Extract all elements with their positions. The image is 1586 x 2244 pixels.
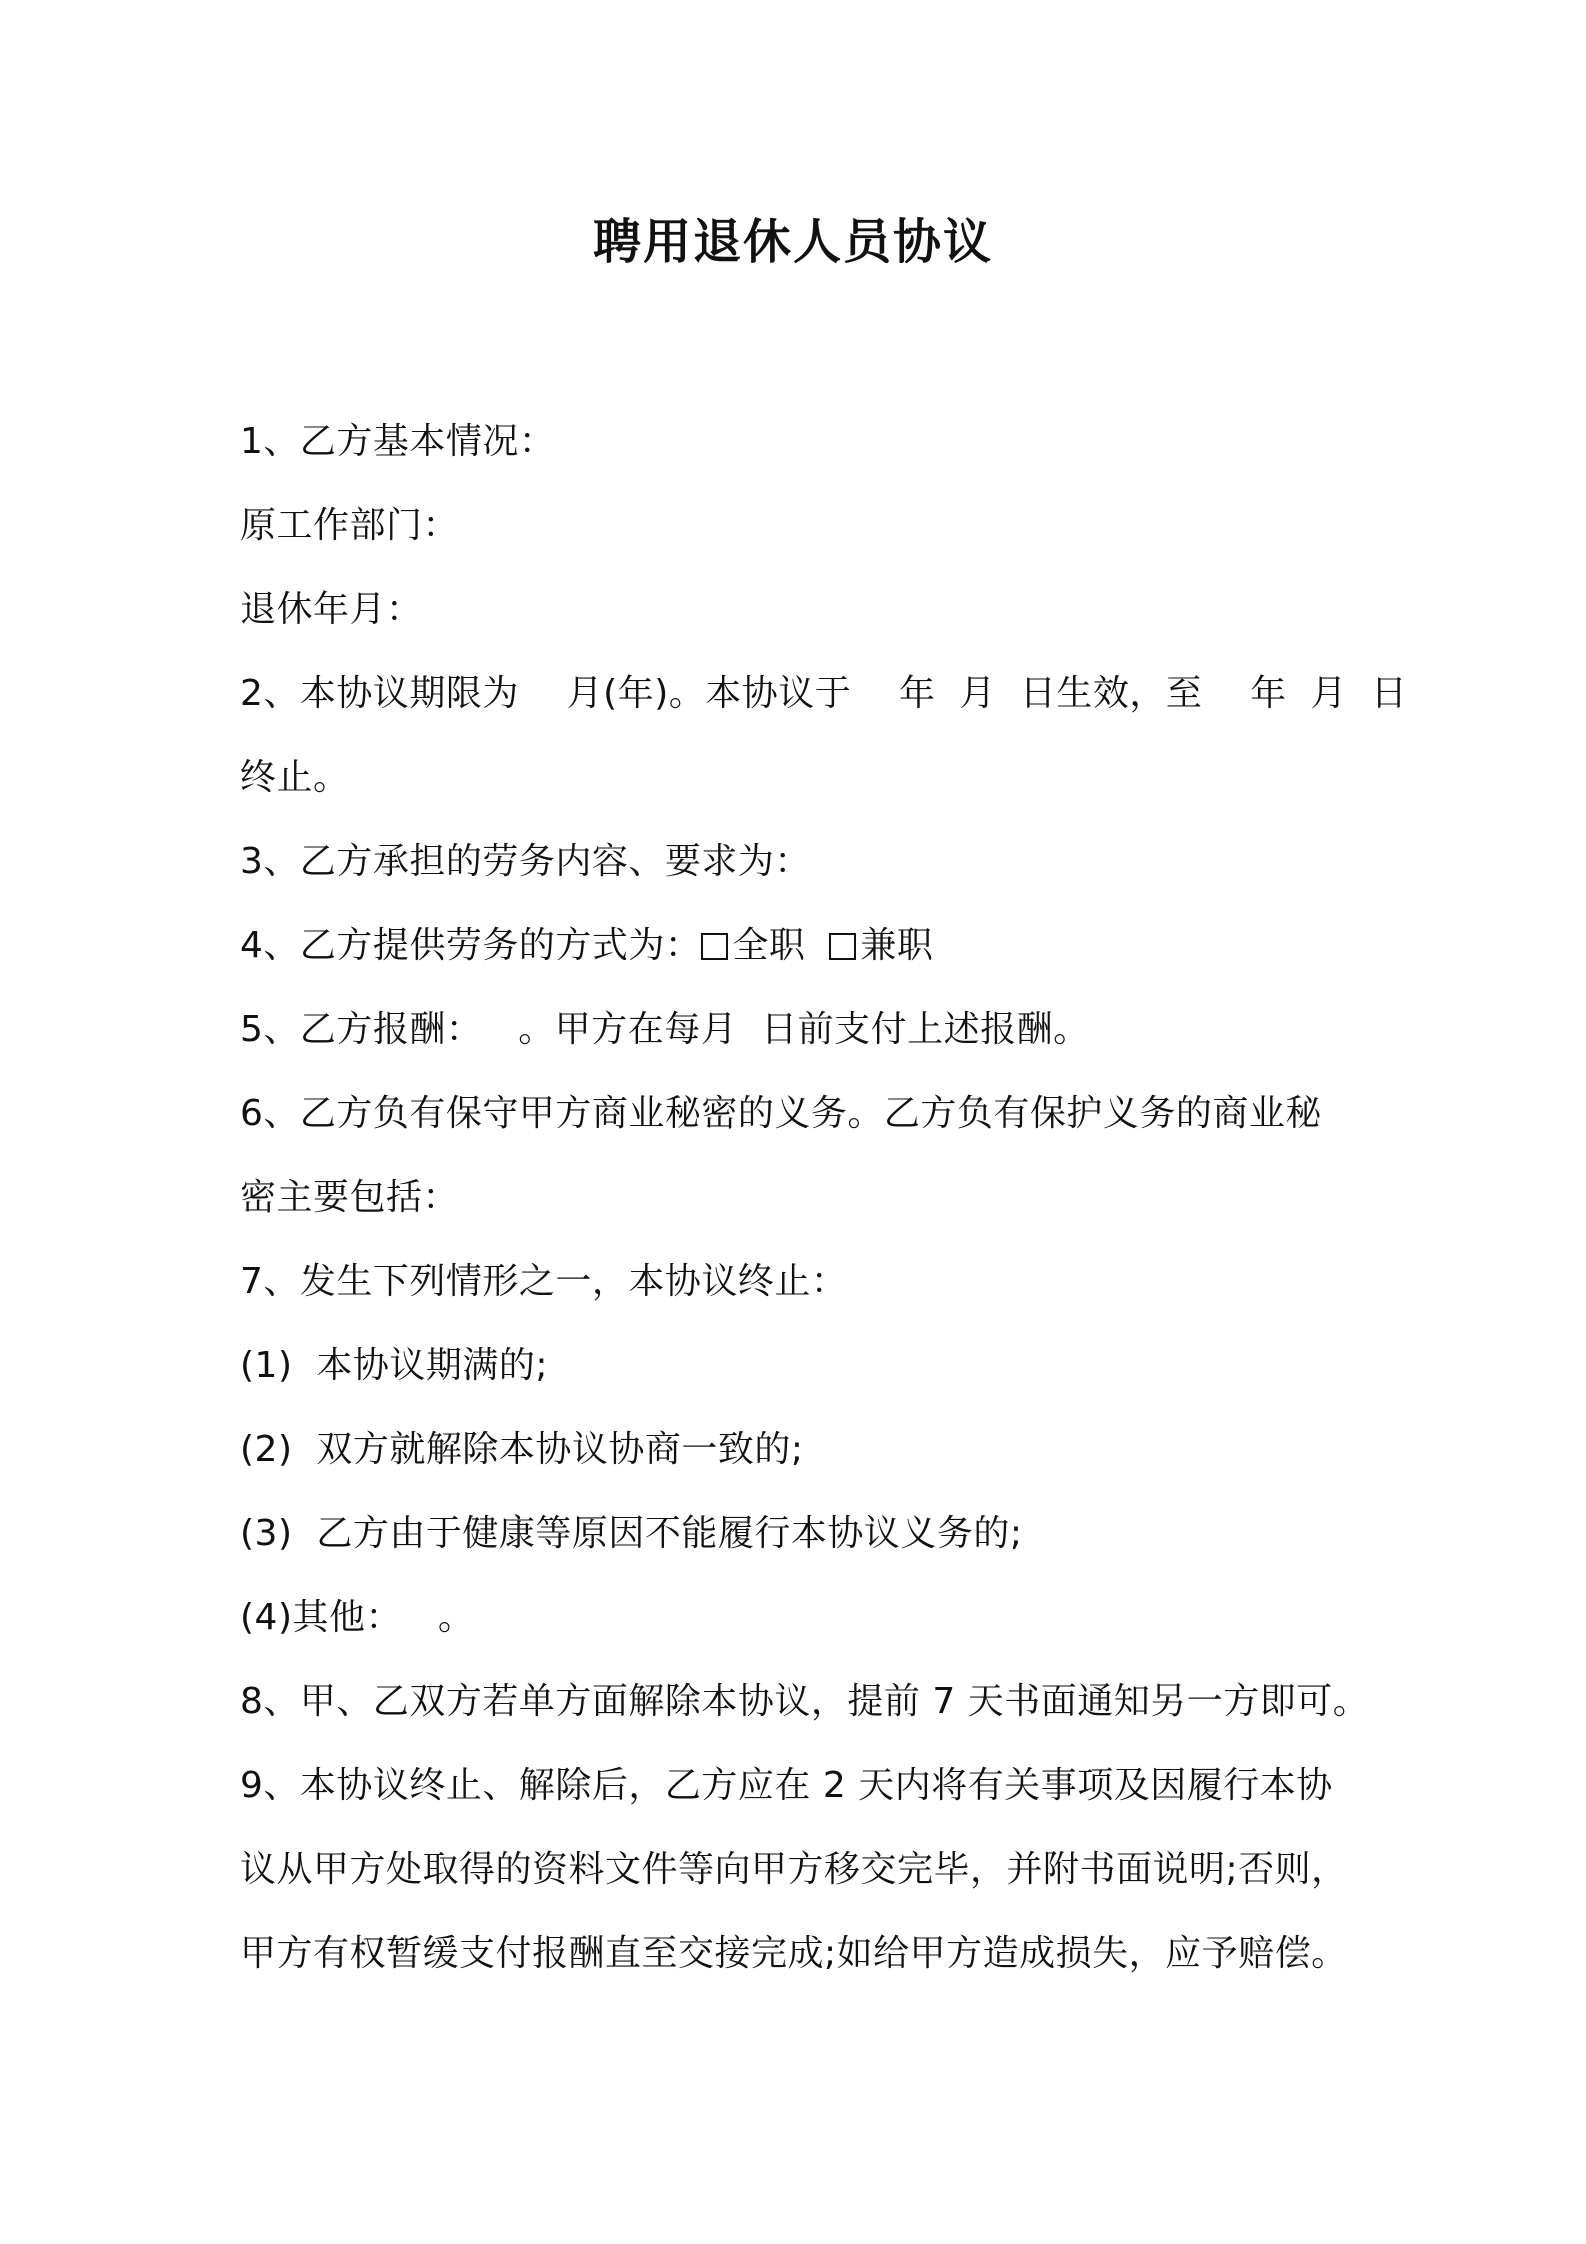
parttime-checkbox[interactable] — [829, 933, 856, 960]
clause-3-service-content: 3、乙方承担的劳务内容、要求为： — [240, 841, 811, 882]
clause-7-item-2: (2) 双方就解除本协议协商一致的; — [240, 1429, 804, 1470]
document-body — [240, 400, 1408, 1996]
clause-4-label: 4、乙方提供劳务的方式为： — [240, 925, 702, 966]
parttime-option-label: 兼职 — [860, 925, 934, 966]
clause-7-termination: 7、发生下列情形之一，本协议终止： — [240, 1261, 848, 1302]
clause-5-remuneration: 5、乙方报酬： 。甲方在每月 日前支付上述报酬。 — [240, 1009, 1090, 1050]
document-title: 聘用退休人员协议 — [592, 214, 993, 270]
clause-7-item-3: (3) 乙方由于健康等原因不能履行本协议义务的; — [240, 1513, 1023, 1554]
clause-1-heading: 1、乙方基本情况： — [240, 421, 556, 462]
clause-9-handover-cont-1: 议从甲方处取得的资料文件等向甲方移交完毕，并附书面说明;否则， — [240, 1849, 1348, 1890]
field-original-department: 原工作部门： — [240, 505, 460, 546]
clause-6-confidentiality-cont: 密主要包括： — [240, 1177, 460, 1218]
clause-2-term-end: 终止。 — [240, 757, 350, 798]
clause-2-term: 2、本协议期限为 月(年)。本协议于 年 月 日生效，至 年 月 日 — [240, 673, 1408, 714]
clause-7-item-1: (1) 本协议期满的; — [240, 1345, 549, 1386]
clause-9-handover: 9、本协议终止、解除后，乙方应在 2 天内将有关事项及因履行本协 — [240, 1765, 1333, 1806]
fulltime-option-label: 全职 — [732, 925, 806, 966]
clause-8-unilateral-termination: 8、甲、乙双方若单方面解除本协议，提前 7 天书面通知另一方即可。 — [240, 1681, 1370, 1722]
clause-6-confidentiality: 6、乙方负有保守甲方商业秘密的义务。乙方负有保护义务的商业秘 — [240, 1093, 1322, 1134]
clause-9-handover-cont-2: 甲方有权暂缓支付报酬直至交接完成;如给甲方造成损失，应予赔偿。 — [240, 1933, 1348, 1974]
clause-4-service-mode — [240, 904, 1400, 988]
field-retirement-date: 退休年月： — [240, 589, 423, 630]
clause-7-item-4: (4)其他： 。 — [240, 1597, 475, 1638]
fulltime-checkbox[interactable] — [701, 933, 728, 960]
